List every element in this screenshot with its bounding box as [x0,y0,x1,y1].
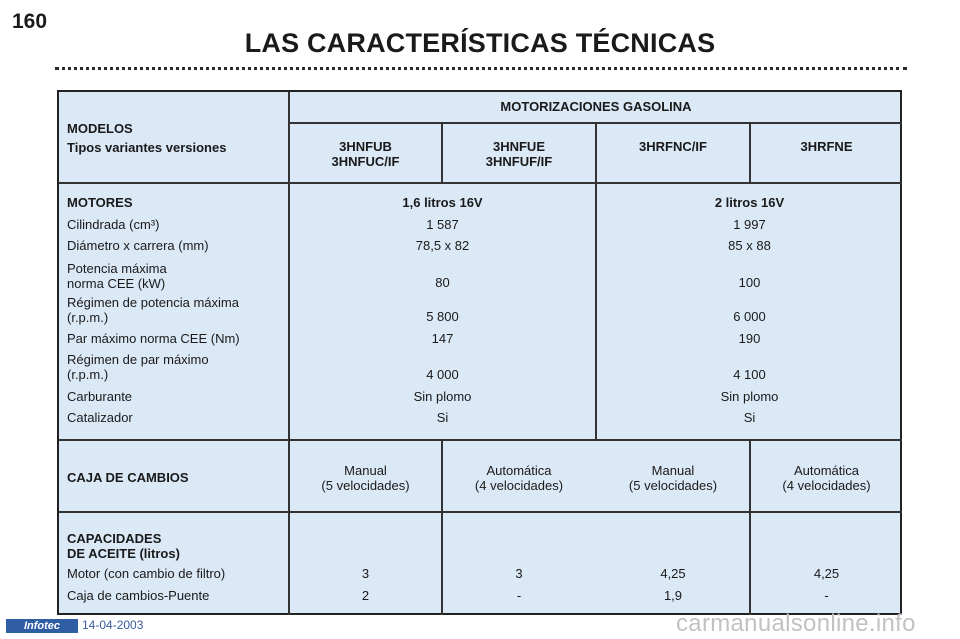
gearbox-line: Manual [344,463,387,478]
code-line: 3HRFNE [800,139,853,154]
gearbox-value [290,463,441,493]
spec-value: 4 000 [426,367,459,382]
spec-value: Sin plomo [413,389,472,404]
code-line: 3HRFNC/IF [639,139,707,154]
spec-label-line: Régimen de par máximo [67,352,209,367]
spec-label-line: Régimen de potencia máxima [67,295,239,310]
code-line: 3HNFUB [339,139,392,154]
spec-label-line: (r.p.m.) [67,367,109,382]
capacity-value: 4,25 [660,566,686,581]
page-number: 160 [12,10,48,33]
capacities-label-line: CAPACIDADES [67,531,162,546]
gearbox-label: CAJA DE CAMBIOS [67,470,189,485]
spec-label: Diámetro x carrera (mm) [67,238,209,253]
capacity-value: - [516,588,522,603]
spec-value: 4 100 [733,367,766,382]
gearbox-value [597,463,749,493]
models-label: MODELOS [67,121,133,136]
spec-value: 1 997 [733,217,766,232]
capacity-value: - [824,588,829,603]
grid-line [59,182,902,184]
spec-label [67,352,209,382]
spec-value: 78,5 x 82 [415,238,470,253]
spec-value: 5 800 [426,309,459,324]
gearbox-line: Automática [793,463,860,478]
spec-value: 147 [431,331,454,346]
gearbox-value [443,463,595,493]
capacities-label-line: DE ACEITE (litros) [67,546,180,561]
code-line: 3HNFUF/IF [485,154,553,169]
engine-name-1-6: 1,6 litros 16V [402,195,483,210]
gearbox-line: (4 velocidades) [474,478,564,493]
infotec-logo: Infotec [6,619,78,633]
grid-line [59,511,902,513]
spec-value: 1 587 [426,217,459,232]
capacity-value: 3 [515,566,523,581]
gearbox-line: (5 velocidades) [628,478,718,493]
spec-value: Sin plomo [720,389,779,404]
specs-table [57,90,902,615]
spec-value: Si [436,410,449,425]
spec-label: Carburante [67,389,133,404]
gearbox-line: (4 velocidades) [782,478,871,493]
capacity-label: Motor (con cambio de filtro) [67,566,226,581]
spec-value: 85 x 88 [728,238,771,253]
spec-label-line: Potencia máxima [67,261,167,276]
capacity-value: 1,9 [663,588,683,603]
code-cell [751,139,902,154]
gearbox-line: Automática [486,463,552,478]
capacity-value: 4,25 [813,566,840,581]
code-line: 3HNFUC/IF [331,154,400,169]
variants-label: Tipos variantes versiones [67,140,227,155]
code-cell [290,139,441,169]
spec-label-line: norma CEE (kW) [67,276,166,291]
gearbox-line: (5 velocidades) [321,478,410,493]
capacity-value: 3 [361,566,370,581]
spec-value: 80 [435,275,450,290]
code-cell [443,139,595,169]
capacity-label: Caja de cambios-Puente [67,588,210,603]
spec-value: 6 000 [733,309,766,324]
spec-value: Si [743,410,756,425]
spec-label: Cilindrada (cm³) [67,217,160,232]
capacity-value: 2 [361,588,370,603]
spec-label [67,261,167,291]
footer-date: 14-04-2003 [82,618,144,632]
watermark: carmanualsonline.info [676,610,916,637]
spec-label: Par máximo norma CEE (Nm) [67,331,240,346]
engines-section-label: MOTORES [67,195,133,210]
spec-label: Catalizador [67,410,133,425]
page-title: LAS CARACTERÍSTICAS TÉCNICAS [244,28,716,58]
code-cell [597,139,749,154]
engine-name-2-0: 2 litros 16V [714,195,785,210]
gearbox-value [751,463,902,493]
grid-line [288,92,290,615]
gearbox-line: Manual [651,463,695,478]
grid-line [59,439,902,441]
engine-group-header: MOTORIZACIONES GASOLINA [500,99,692,114]
code-line: 3HNFUE [492,139,545,154]
spec-value: 190 [738,331,761,346]
spec-label [67,295,239,325]
dotted-divider [55,67,907,70]
spec-label-line: (r.p.m.) [67,310,109,325]
capacities-label [67,531,180,561]
spec-value: 100 [738,275,761,290]
